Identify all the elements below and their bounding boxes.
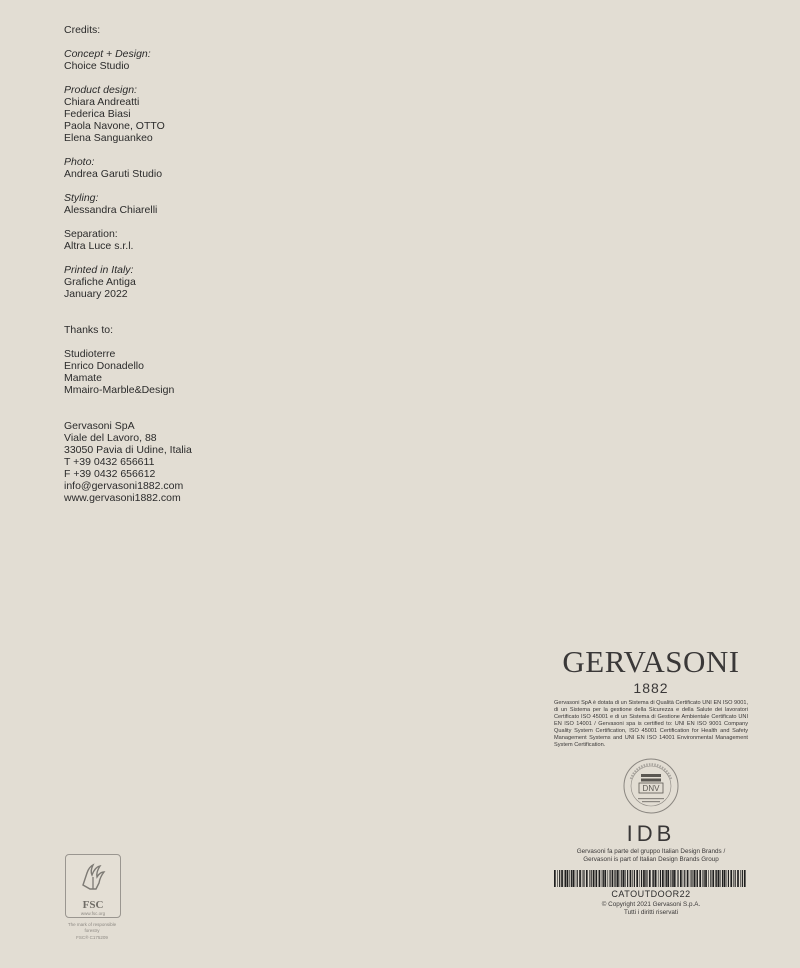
thanks-name: Studioterre <box>64 348 116 360</box>
separation-value: Altra Luce s.r.l. <box>64 240 134 252</box>
dnv-seal-icon <box>622 757 680 815</box>
company-fax: F +39 0432 656612 <box>64 468 156 480</box>
printed-label: Printed in Italy: <box>64 264 134 276</box>
separation-group <box>64 228 192 252</box>
company-name: Gervasoni SpA <box>64 420 135 432</box>
fsc-tree-icon <box>66 855 120 895</box>
credits-header: Credits: <box>64 24 101 36</box>
copyright-line: © Copyright 2021 Gervasoni S.p.A. <box>601 901 701 908</box>
photo-group <box>64 156 192 180</box>
idb-logo: IDB <box>626 821 676 846</box>
photo-label: Photo: <box>64 156 95 168</box>
concept-value: Choice Studio <box>64 60 130 72</box>
brand-block <box>554 646 748 917</box>
product-design-label: Product design: <box>64 84 137 96</box>
thanks-name: Enrico Donadello <box>64 360 144 372</box>
fsc-url: www.fsc.org <box>80 911 106 916</box>
printed-group <box>64 264 192 300</box>
product-designer: Paola Navone, OTTO <box>64 120 165 132</box>
thanks-name: Mmairo-Marble&Design <box>64 384 175 396</box>
fsc-logo <box>62 854 122 941</box>
catalog-code: CATOUTDOOR22 <box>611 889 691 899</box>
product-design-group <box>64 84 192 144</box>
certification-text: Gervasoni SpA è dotata di un Sistema di Qualità Certificato UNI EN ISO 9001, di un Sistema per la gestione della Sicurezza e della Salute dei lavoratori Certificato ISO 45001 e di un Sistema di Gestione Ambientale Certificato UNI EN ISO 14001 / Gervasoni spa is certified to: UNI EN ISO 9001 Company Quality System Certification, ISO 45001 Certification for Health and Safety Management Systems and UNI EN ISO 14001 Environmental Management System Certification. <box>554 700 748 748</box>
styling-label: Styling: <box>64 192 99 204</box>
printed-value: Grafiche Antiga <box>64 276 136 288</box>
printed-value: January 2022 <box>64 288 128 300</box>
gervasoni-logo: GERVASONI <box>562 644 740 679</box>
barcode-icon <box>554 870 748 887</box>
company-email: info@gervasoni1882.com <box>64 480 184 492</box>
group-text-it: Gervasoni fa parte del gruppo Italian Design Brands / <box>576 848 726 855</box>
photo-value: Andrea Garuti Studio <box>64 168 163 180</box>
credits-column <box>64 24 192 516</box>
company-street: Viale del Lavoro, 88 <box>64 432 157 444</box>
thanks-header-group <box>64 324 192 336</box>
group-text-en: Gervasoni is part of Italian Design Brands Group <box>583 856 719 863</box>
fsc-badge <box>65 854 121 918</box>
fsc-tagline: The mark of responsible forestry <box>67 922 117 933</box>
styling-group <box>64 192 192 216</box>
credits-header-group <box>64 24 192 36</box>
styling-value: Alessandra Chiarelli <box>64 204 158 216</box>
fsc-code: FSC® C175209 <box>76 935 108 940</box>
product-designer: Chiara Andreatti <box>64 96 140 108</box>
thanks-name: Mamate <box>64 372 102 384</box>
concept-group <box>64 48 192 72</box>
dnv-label: DNV <box>642 784 660 793</box>
logo-year: 1882 <box>633 680 669 696</box>
company-address <box>64 420 192 504</box>
thanks-group <box>64 348 192 396</box>
product-designer: Federica Biasi <box>64 108 131 120</box>
thanks-header: Thanks to: <box>64 324 114 336</box>
company-phone: T +39 0432 656611 <box>64 456 155 468</box>
separation-label: Separation: <box>64 228 118 240</box>
company-city: 33050 Pavia di Udine, Italia <box>64 444 192 456</box>
concept-label: Concept + Design: <box>64 48 151 60</box>
product-designer: Elena Sanguankeo <box>64 132 153 144</box>
fsc-label: FSC <box>82 899 104 911</box>
rights-line: Tutti i diritti riservati <box>624 909 678 916</box>
company-website: www.gervasoni1882.com <box>64 492 181 504</box>
